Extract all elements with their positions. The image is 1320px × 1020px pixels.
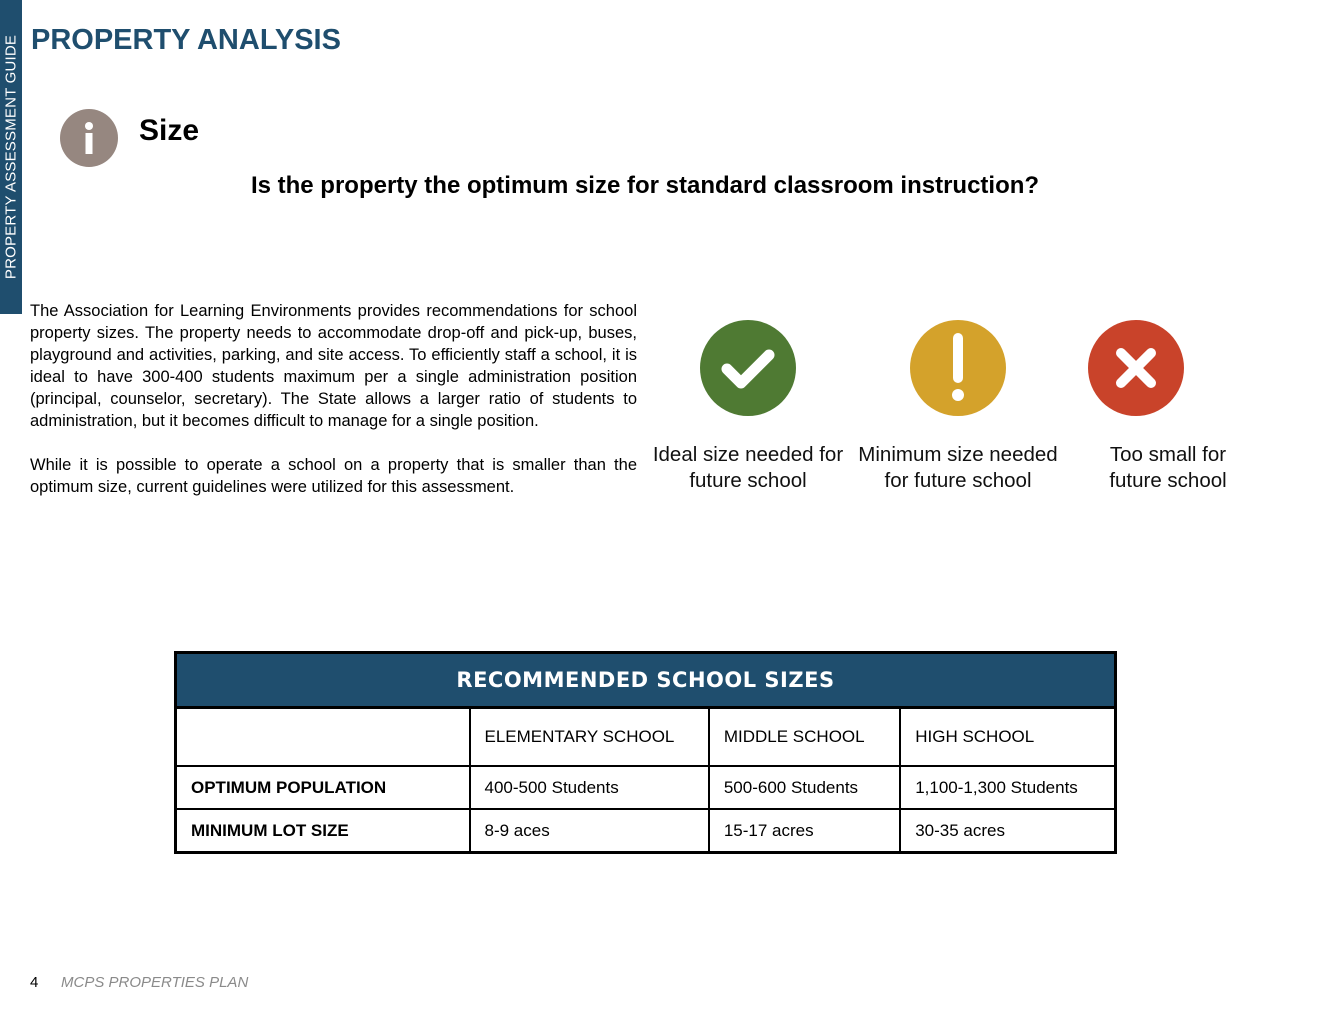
section-question: Is the property the optimum size for standard classroom instruction? (250, 172, 1040, 199)
body-paragraph: While it is possible to operate a school on a property that is smaller than the optimum size, current guidelines were utilized for this assessment. (30, 456, 637, 496)
legend-item-ideal (648, 320, 848, 494)
body-paragraph: The Association for Learning Environments provides recommendations for school property sizes. The property needs to accommodate drop-off and pick-up, buses, playground and activities, parking, and site access. To efficiently staff a school, it is ideal to have 300-400 students maximum per a single administration position (principal, counselor, secretary). The State allows a larger ratio of students to administration, but it becomes difficult to manage for a single position. (30, 302, 637, 430)
body-text (30, 300, 637, 520)
table-cell: 8-9 aces (470, 809, 709, 853)
column-header: HIGH SCHOOL (900, 708, 1115, 767)
school-sizes-table (174, 651, 1117, 854)
legend-item-too-small (1036, 320, 1236, 494)
legend-label: Ideal size needed for future school (652, 443, 844, 492)
table-cell: 30-35 acres (900, 809, 1115, 853)
column-header: ELEMENTARY SCHOOL (470, 708, 709, 767)
x-icon (1088, 320, 1184, 416)
table-cell: 400-500 Students (470, 766, 709, 809)
row-label: OPTIMUM POPULATION (176, 766, 470, 809)
column-header (176, 708, 470, 767)
side-tab (0, 0, 22, 314)
page-number: 4 (30, 974, 39, 991)
page-title: PROPERTY ANALYSIS (31, 24, 341, 56)
side-tab-label: PROPERTY ASSESSMENT GUIDE (2, 34, 20, 280)
row-label: MINIMUM LOT SIZE (176, 809, 470, 853)
checkmark-icon (700, 320, 796, 416)
table-cell: 500-600 Students (709, 766, 900, 809)
info-icon (60, 109, 118, 167)
table-row (176, 766, 1116, 809)
legend-label: Minimum size needed for future school (858, 443, 1058, 492)
table-row (176, 809, 1116, 853)
table-caption: RECOMMENDED SCHOOL SIZES (176, 653, 1116, 708)
column-header: MIDDLE SCHOOL (709, 708, 900, 767)
exclamation-icon (910, 320, 1006, 416)
section-title: Size (139, 114, 200, 147)
table-cell: 1,100-1,300 Students (900, 766, 1115, 809)
table-cell: 15-17 acres (709, 809, 900, 853)
legend-label: Too small for future school (1109, 443, 1227, 492)
footer-doc-title: MCPS PROPERTIES PLAN (61, 974, 249, 991)
legend-item-minimum (858, 320, 1058, 494)
table-header-row (176, 708, 1116, 767)
